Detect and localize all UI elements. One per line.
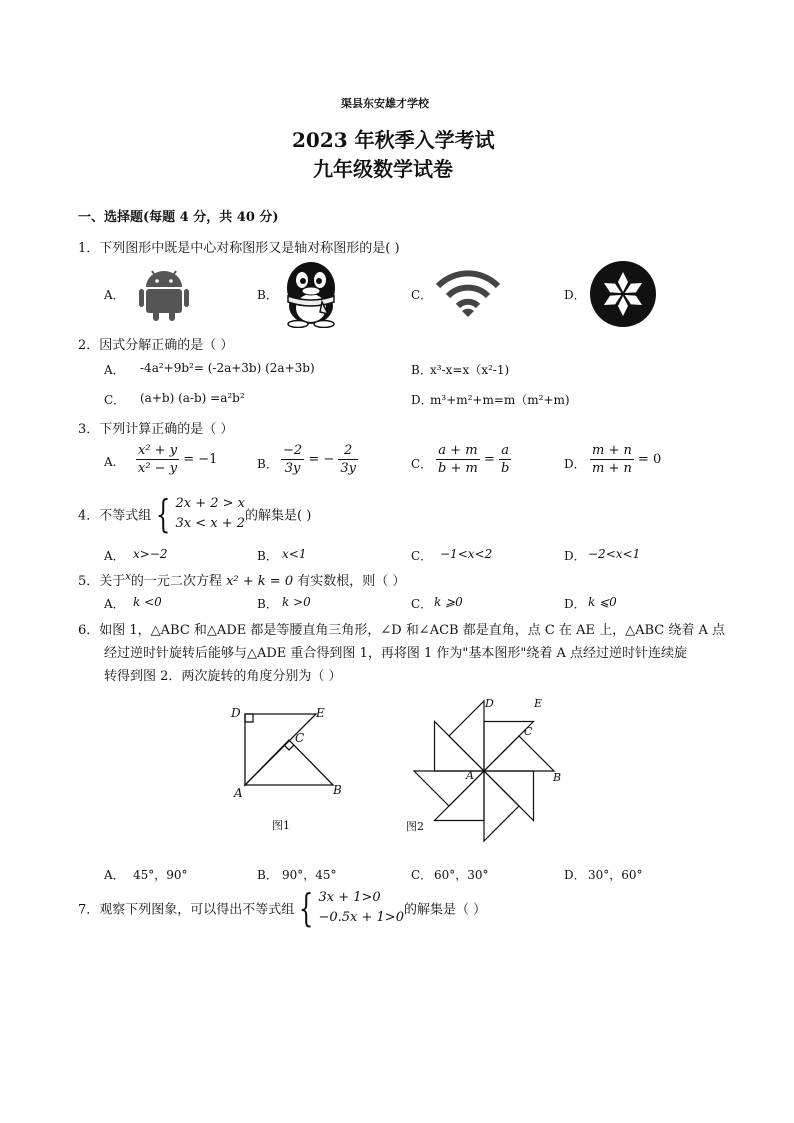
fig2-label-a: A bbox=[466, 769, 474, 782]
pinwheel-triangle bbox=[449, 701, 484, 771]
q3-b-operator: = − bbox=[308, 452, 335, 467]
fig1-label-e: E bbox=[316, 706, 325, 720]
q3-option-d-label: D． bbox=[564, 457, 586, 471]
fig1-label-c: C bbox=[295, 731, 305, 745]
snowflake-diamond-icon bbox=[589, 260, 657, 328]
q5-suffix: 有实数根，则（ ） bbox=[297, 574, 406, 589]
q2-option-c-label: C． bbox=[104, 393, 126, 407]
q3-c-numerator-2: a bbox=[499, 442, 511, 460]
pinwheel-triangle bbox=[484, 771, 533, 820]
q3-c-denominator-2: b bbox=[501, 461, 510, 476]
q2-option-b-label: B． bbox=[411, 363, 432, 377]
q5-equation: x² + k = 0 bbox=[226, 574, 294, 589]
q3-d-rhs: = 0 bbox=[638, 452, 662, 467]
q3-b-denominator-2: 3y bbox=[340, 461, 356, 476]
fig1-caption: 图1 bbox=[272, 819, 290, 832]
q3-option-c-label: C． bbox=[411, 457, 433, 471]
q6-text-line1: 6．如图 1，△ABC 和△ADE 都是等腰直角三角形，∠D 和∠ACB 都是直角，点 C 在 AE 上，△ABC 绕着 A 点 bbox=[78, 623, 725, 638]
q3-b-fraction-1 bbox=[281, 442, 304, 477]
figure-2 bbox=[404, 685, 569, 855]
pinwheel-triangle bbox=[484, 771, 519, 841]
pinwheel-triangle bbox=[484, 736, 554, 771]
q3-option-b bbox=[281, 442, 358, 477]
android-robot-icon bbox=[138, 265, 190, 321]
q6-text-line2: 经过逆时针旋转后能够与△ADE 重合得到图 1，再将图 1 作为"基本图形"绕着 A 点经过逆时针连续旋 bbox=[104, 646, 687, 661]
q4-system bbox=[175, 494, 245, 534]
q2-option-d-label: D． bbox=[411, 393, 433, 407]
q1-option-a-label: A． bbox=[104, 288, 125, 302]
q3-option-a-label: A. bbox=[104, 455, 117, 469]
q5-prefix: 5．关于 bbox=[78, 574, 126, 589]
fig1-label-d: D bbox=[231, 706, 241, 720]
q4-option-c-label: C． bbox=[411, 549, 433, 563]
q3-c-operator: = bbox=[483, 452, 495, 467]
q3-c-numerator-1: a + m bbox=[436, 442, 480, 460]
q7-prefix: 7．观察下列图象，可以得出不等式组 bbox=[78, 902, 295, 918]
q7-line1: 3x + 1>0 bbox=[318, 890, 381, 905]
q4-line2: 3x < x + 2 bbox=[175, 516, 245, 531]
q4-option-a: x>−2 bbox=[133, 547, 168, 561]
q4-option-c: −1<x<2 bbox=[440, 547, 493, 561]
q3-b-denominator-1: 3y bbox=[284, 461, 301, 476]
q4-option-d: −2<x<1 bbox=[588, 547, 641, 561]
q4-brace: { bbox=[156, 492, 171, 536]
q5-option-d-label: D． bbox=[564, 597, 586, 611]
q7-question bbox=[78, 888, 486, 928]
q3-b-numerator-1: −2 bbox=[283, 443, 303, 458]
q6-text-line3: 转得到图 2．两次旋转的角度分别为（ ） bbox=[104, 669, 342, 684]
q2-text: 2．因式分解正确的是（ ） bbox=[78, 338, 234, 353]
q6-option-b-label: B． bbox=[257, 868, 278, 882]
q3-option-a bbox=[136, 442, 217, 477]
q3-a-fraction bbox=[136, 442, 179, 477]
q6-option-d-label: D． bbox=[564, 868, 586, 882]
exam-subtitle: 九年级数学试卷 bbox=[313, 157, 453, 181]
fig1-label-a: A bbox=[234, 786, 243, 800]
q5-variable: x bbox=[125, 571, 131, 583]
q3-c-fraction-1 bbox=[436, 442, 480, 477]
q3-a-numerator: x² + y bbox=[138, 443, 178, 458]
fig2-label-c: C bbox=[524, 725, 533, 738]
q4-option-a-label: A． bbox=[104, 549, 125, 563]
q1-text: 1．下列图形中既是中心对称图形又是轴对称图形的是( ) bbox=[78, 241, 400, 256]
q4-prefix: 4．不等式组 bbox=[78, 508, 152, 524]
pinwheel-triangle bbox=[435, 722, 484, 771]
fig2-label-b: B bbox=[553, 771, 562, 784]
q3-a-denominator: x² − y bbox=[138, 461, 178, 476]
q3-c-denominator-1: b + m bbox=[438, 461, 478, 476]
q5-option-a: k <0 bbox=[133, 595, 162, 609]
q4-option-b-label: B． bbox=[257, 549, 278, 563]
q6-option-a-label: A． bbox=[104, 868, 125, 882]
q5-option-d: k ⩽0 bbox=[588, 595, 617, 609]
q7-system bbox=[318, 888, 404, 928]
q5-question bbox=[78, 570, 405, 589]
q2-option-b: x³-x=x（x²-1) bbox=[430, 363, 510, 377]
qq-penguin-icon bbox=[276, 258, 346, 328]
figure-1 bbox=[228, 700, 358, 800]
q4-question bbox=[78, 494, 311, 534]
q4-option-b: x<1 bbox=[282, 547, 307, 561]
fig2-caption: 图2 bbox=[406, 820, 424, 833]
q3-b-fraction-2 bbox=[338, 442, 358, 477]
q5-option-c: k ⩾0 bbox=[434, 595, 463, 609]
q4-option-d-label: D． bbox=[564, 549, 586, 563]
section-heading: 一、选择题(每题 4 分，共 40 分) bbox=[78, 210, 279, 225]
q3-b-numerator-2: 2 bbox=[338, 442, 358, 460]
q3-text: 3．下列计算正确的是（ ） bbox=[78, 422, 234, 437]
q2-option-c: (a+b) (a-b) =a²b² bbox=[140, 391, 245, 405]
q1-option-d-label: D． bbox=[564, 288, 586, 302]
fig2-label-e: E bbox=[534, 697, 543, 710]
q3-d-numerator: m + n bbox=[592, 443, 632, 458]
pinwheel-triangle bbox=[435, 771, 484, 820]
q3-option-c bbox=[436, 442, 511, 477]
fig1-label-b: B bbox=[333, 783, 342, 797]
q3-c-fraction-2 bbox=[499, 442, 511, 477]
fig2-label-d: D bbox=[485, 697, 494, 710]
q5-option-b-label: B． bbox=[257, 597, 278, 611]
school-name: 渠县东安雄才学校 bbox=[341, 97, 429, 110]
q2-option-d: m³+m²+m=m（m²+m) bbox=[430, 393, 570, 407]
q2-option-a-label: A． bbox=[104, 363, 125, 377]
q6-option-a: 45°，90° bbox=[133, 868, 188, 882]
q2-option-a: -4a²+9b²= (-2a+3b) (2a+3b) bbox=[140, 361, 315, 375]
q7-brace: { bbox=[299, 886, 314, 930]
q6-option-b: 90°，45° bbox=[282, 868, 337, 882]
q1-option-c-label: C． bbox=[411, 288, 433, 302]
q3-a-rhs: = −1 bbox=[183, 452, 218, 467]
q6-option-c-label: C． bbox=[411, 868, 433, 882]
q3-option-b-label: B． bbox=[257, 457, 278, 471]
wifi-icon bbox=[434, 266, 502, 318]
q3-d-fraction bbox=[590, 442, 634, 477]
q5-option-b: k >0 bbox=[282, 595, 311, 609]
q4-line1: 2x + 2 > x bbox=[175, 496, 245, 511]
exam-title: 2023 年秋季入学考试 bbox=[292, 128, 495, 152]
q5-option-a-label: A． bbox=[104, 597, 125, 611]
q5-mid: 的一元二次方程 bbox=[130, 574, 222, 589]
q1-option-b-label: B． bbox=[257, 288, 278, 302]
q6-option-d: 30°，60° bbox=[588, 868, 643, 882]
q5-option-c-label: C． bbox=[411, 597, 433, 611]
q7-line2: −0.5x + 1>0 bbox=[318, 910, 404, 925]
q3-d-denominator: m + n bbox=[592, 461, 632, 476]
q7-suffix: 的解集是（ ） bbox=[403, 902, 487, 918]
q3-option-d bbox=[590, 442, 661, 477]
q4-suffix: 的解集是( ) bbox=[245, 508, 312, 524]
q6-option-c: 60°，30° bbox=[434, 868, 489, 882]
